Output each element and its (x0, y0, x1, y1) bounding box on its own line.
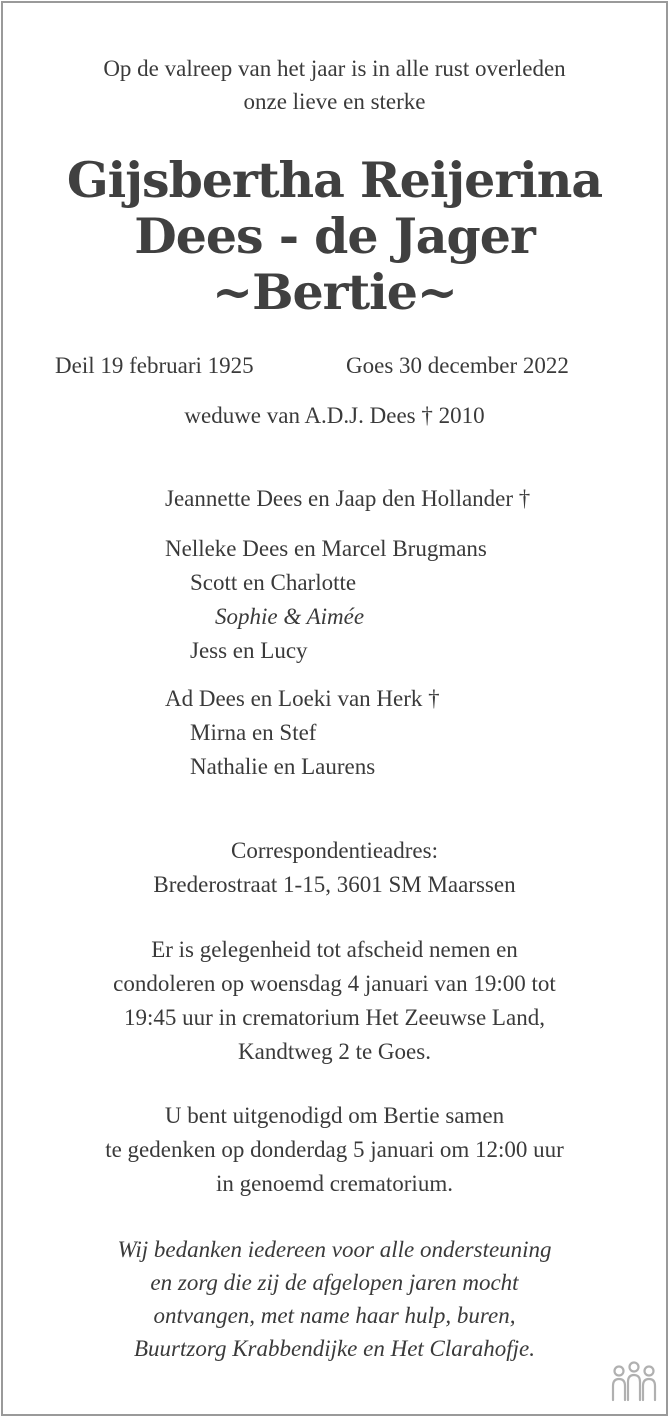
thanks-line: ontvangen, met name haar hulp, buren, (153, 1303, 516, 1328)
intro-line: onze lieve en sterke (243, 89, 426, 114)
family-member: Nathalie en Laurens (190, 754, 376, 779)
family-member: Mirna en Stef (190, 720, 317, 745)
farewell-line: condoleren op woensdag 4 januari van 19:00 tot (113, 971, 556, 996)
correspondence-address: Brederostraat 1-15, 3601 SM Maarssen (153, 872, 516, 897)
family-member: Scott en Charlotte (190, 570, 357, 595)
thanks-line: en zorg die zij de afgelopen jaren mocht (150, 1270, 519, 1295)
death-date: Goes 30 december 2022 (346, 353, 569, 378)
nickname: ~Bertie~ (212, 263, 457, 321)
memorial-line: U bent uitgenodigd om Bertie samen (164, 1103, 505, 1128)
spouse-line: weduwe van A.D.J. Dees † 2010 (184, 403, 485, 428)
people-group-icon (610, 1360, 658, 1404)
name-line: Dees - de Jager (134, 207, 535, 265)
correspondence-block (0, 834, 669, 902)
farewell-line: Er is gelegenheid tot afscheid nemen en (151, 937, 518, 962)
farewell-line: 19:45 uur in crematorium Het Zeeuwse Land, (124, 1005, 545, 1030)
birth-date: Deil 19 februari 1925 (55, 353, 254, 378)
farewell-line: Kandtweg 2 te Goes. (238, 1039, 431, 1064)
name-line: Gijsbertha Reijerina (66, 151, 603, 209)
deceased-name (0, 152, 669, 320)
correspondence-label: Correspondentieadres: (231, 838, 438, 863)
family-member: Jeannette Dees en Jaap den Hollander † (165, 486, 531, 511)
thanks-line: Wij bedanken iedereen voor alle ondersteuning (117, 1237, 552, 1262)
intro-text (0, 52, 669, 118)
family-member: Jess en Lucy (190, 638, 308, 663)
family-member: Nelleke Dees en Marcel Brugmans (165, 536, 487, 561)
memorial-line: te gedenken op donderdag 5 januari om 12:00 uur (105, 1137, 564, 1162)
intro-line: Op de valreep van het jaar is in alle rust overleden (103, 56, 566, 81)
family-member: Sophie & Aimée (215, 604, 365, 629)
farewell-block (0, 933, 669, 1069)
memorial-block (0, 1099, 669, 1201)
family-member: Ad Dees en Loeki van Herk † (165, 686, 440, 711)
memorial-line: in genoemd crematorium. (216, 1171, 453, 1196)
thanks-line: Buurtzorg Krabbendijke en Het Clarahofje. (134, 1336, 535, 1361)
thanks-block (0, 1233, 669, 1365)
